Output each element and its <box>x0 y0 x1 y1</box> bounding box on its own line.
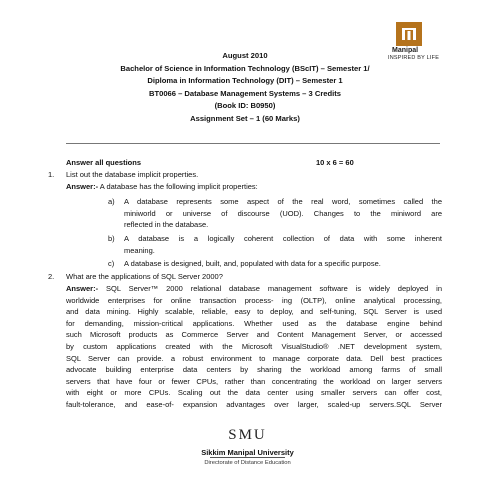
q2-answer-line: worldwide enterprises for online transaction process- ing (OLTP), online analytical processing, <box>66 295 442 305</box>
q2-answer-line: by custom applications created with the Microsoft VisualStudio® .NET development system, <box>66 341 442 351</box>
q2-answer-line: for demanding, mission-critical applications. Whether used as the database engine behind <box>66 318 442 328</box>
q1-answer-label: Answer:- <box>66 182 99 191</box>
q2-answer-line: and data mining. Highly scalable, reliable, easy to deploy, and self-tuning, SQL Server is used <box>66 307 442 317</box>
q2-answer <box>66 283 442 411</box>
q1-item-a-line: miniworld or universe of discourse (UOD). Changes to the miniword are <box>124 208 442 218</box>
logo-tagline: INSPIRED BY LIFE <box>388 55 440 61</box>
q2-answer-line: fault-tolerance, and ease-of- expansion advantages over larger, scaled-up servers.SQL Server <box>66 399 442 409</box>
q1-item-b <box>124 233 442 256</box>
header-date: August 2010 <box>222 51 268 60</box>
q1-answer-intro: A database has the following implicit properties: <box>99 182 258 191</box>
instructions-marks: 10 x 6 = 60 <box>316 158 354 167</box>
q1-question: List out the database implicit properties. <box>66 170 199 179</box>
q1-item-c-marker: c) <box>108 259 115 268</box>
header-divider <box>66 143 440 144</box>
manipal-logo-icon <box>396 22 422 46</box>
q2-answer-first-line <box>66 283 442 295</box>
q1-item-b-line: meaning. <box>124 245 155 255</box>
q2-number: 2. <box>48 272 55 281</box>
q2-question: What are the applications of SQL Server 2000? <box>66 272 223 281</box>
footer-divider <box>210 457 285 458</box>
q2-answer-line: advocate building enterprise data centers by sharing the workload among farms of small <box>66 365 442 375</box>
footer-directorate: Directorate of Distance Education <box>204 460 291 466</box>
q1-item-a-line: reflected in the database. <box>124 220 209 230</box>
header-line-4: (Book ID: B0950) <box>214 101 276 110</box>
logo-emblem-icon <box>400 26 418 42</box>
footer-smu-logo: SMU <box>228 427 267 443</box>
q2-answer-first: SQL Server™ 2000 relational database management software is widely deployed in <box>106 284 442 293</box>
document-header <box>40 50 450 124</box>
header-line-3: BT0066 – Database Management Systems – 3 Credits <box>148 88 342 98</box>
instructions-label: Answer all questions <box>66 158 142 167</box>
q1-item-a <box>124 196 442 231</box>
footer-university-name: Sikkim Manipal University <box>201 448 294 457</box>
q1-item-a-line: A database represents some aspect of the real word, sometimes called the <box>124 197 442 206</box>
q2-answer-line: SQL Server can provide. a robust environment to manage corporate data. Dell best practices <box>66 353 442 363</box>
q2-answer-line: with eight or more CPUs. Scaling out the data center using smaller servers can offer cost, <box>66 388 442 398</box>
logo-name: Manipal <box>392 47 419 54</box>
q2-answer-line: such Microsoft products as Commerce Server and Content Management Server, or accessed <box>66 330 442 340</box>
q1-item-b-line: A database is a logically coherent collection of data with some inherent <box>124 234 442 243</box>
q2-answer-label: Answer:- <box>66 284 99 293</box>
q2-answer-line: servers that have four or fewer CPUs, rather than concentrating the workload on larger servers <box>66 376 442 386</box>
header-line-2: Diploma in Information Technology (DIT) – Semester 1 <box>147 76 343 85</box>
header-line-1: Bachelor of Science in Information Technology (BScIT) – Semester 1/ <box>120 63 370 73</box>
header-line-5: Assignment Set – 1 (60 Marks) <box>190 113 300 123</box>
q1-item-c-line: A database is designed, built, and, populated with data for a specific purpose. <box>124 259 381 268</box>
q1-answer <box>66 181 258 193</box>
q1-item-b-marker: b) <box>108 234 115 243</box>
q1-number: 1. <box>48 170 55 179</box>
q1-item-a-marker: a) <box>108 197 115 206</box>
